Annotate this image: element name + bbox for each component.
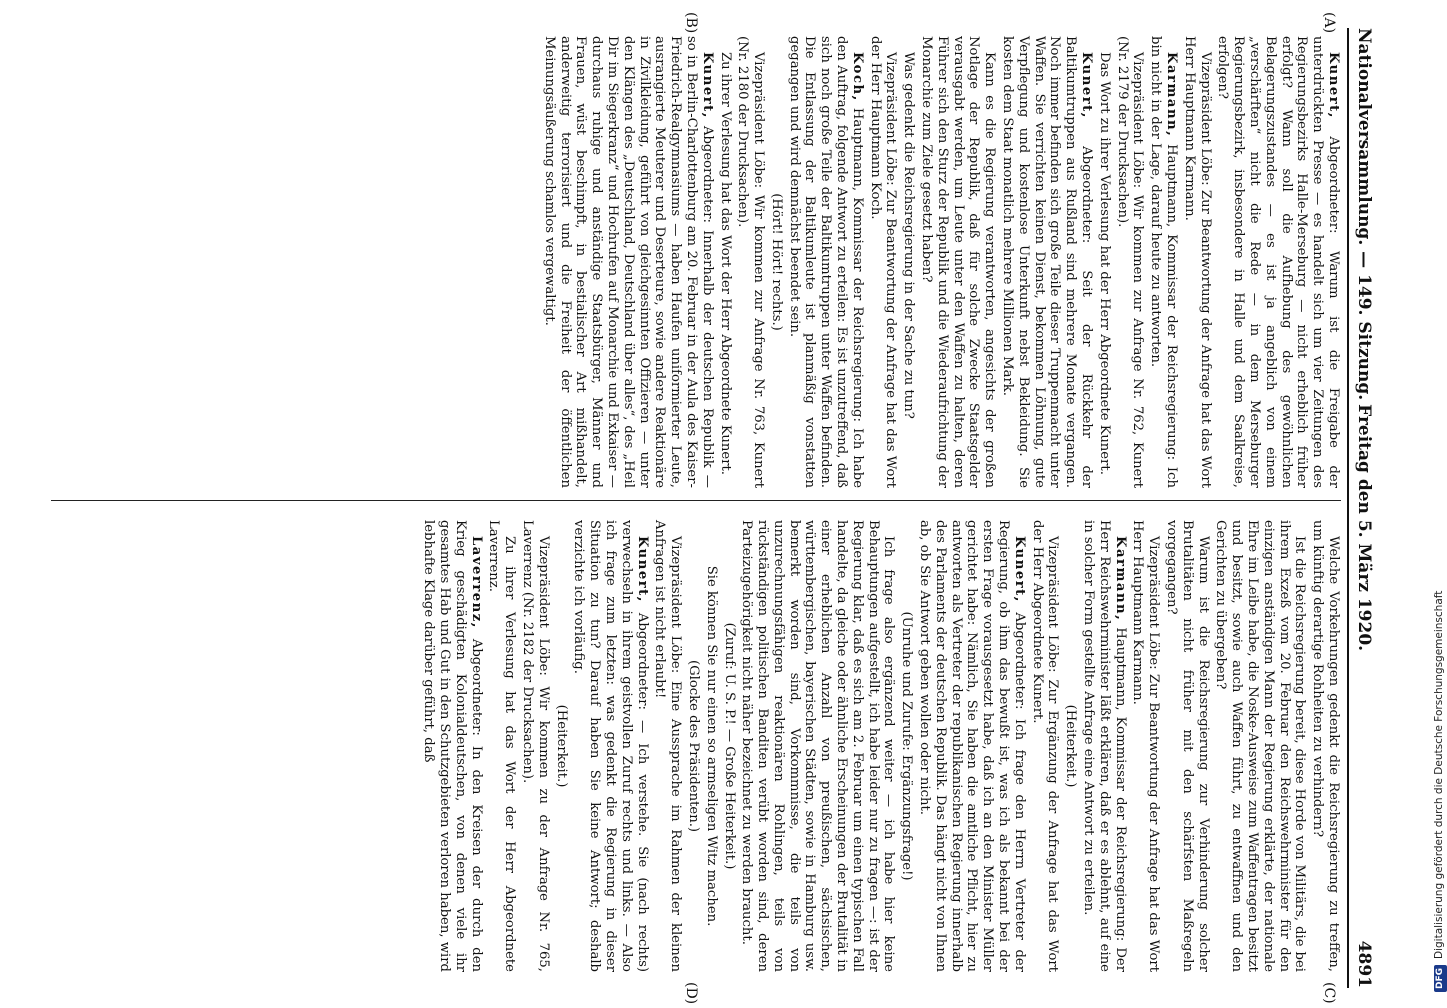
paragraph [1029,520,1061,972]
paragraph [735,36,767,488]
header-title: Nationalversammlung. — 149. Sitzung. [1354,28,1374,401]
paragraph [703,520,719,972]
paragraph-text: Vizepräsident Löbe: Zur Beantwortung der Anfrage hat das Wort der Herr Hauptmann Koch. [867,36,899,488]
paragraph [420,520,483,972]
paragraph-text: Vizepräsident Löbe: Zur Beantwortung der Anfrage hat das Wort Herr Hauptmann Karmann. [1130,520,1162,972]
paragraph-text: (Heiterkeit.) [553,704,569,788]
paragraph-text: Welche Vorkehrungen gedenkt die Reichsregierung zu treffen, um künftig derartige Rohheiten zu verhindern? [1310,520,1341,972]
dfg-logo: DFG [1434,965,1447,992]
paragraph-text: Ist die Reichsregierung bereit, diese Horde von Militärs, die bei ihrem Exzeß vom 20. Februar den Reichswehrminister für den einzigen anständigen Mann der Regierung erklärte, der nationale Ehre im Leibe habe, die Noske-Ausweise zum Waffentragen besitzt und besitzt, sowie auch Waffen führt, zu entwaffnen und den Gerichten zu übergeben? [1213,520,1308,972]
header-date: Freitag den 5. März 1920. [1354,404,1374,652]
paragraph [1096,36,1112,488]
paragraph [867,36,899,488]
footer-strip [1418,0,1445,1000]
paragraph-text: (Heiterkeit.) [1063,704,1079,788]
speaker-name: Kunert, [634,536,650,603]
paragraph-text: Abgeordneter: — Ich verstehe. Sie (nach rechts) verwechseln in ihrem geistvollen Zuruf rechts und links. — Also ich frage zum letzten: was gedenkt die Regierung in dieser Situation zu tun? Darauf haben Sie keine Antwort; deshalb verzichte ich vorläufig. [571,520,650,972]
paragraph-text: Abgeordneter: Innerhalb der deutschen Republik — so in Berlin-Charlottenburg am 20. Februar in der Aula des Kaiser-Friedrich-Realgymnasiums — haben Haufen uniformierter Leute, ausrangierte Meuterer und Deserteure, sowie andere Reaktionäre in Zivilkleidung, geführt von gleichgesinnten Offizieren — unter den Klängen des „Deutschland, Deutschland über alles“, des „Heil Dir im Siegerkranz“ und Hochrufen auf Monarchie und Exkaiser — durchaus ruhige und anständige Staatsbürger, Männer und Frauen, wüst beschimpft, in bestialischer Art mißhandelt, anderweitig terrorisiert und die Freiheit der öffentlichen Meinungsäußerung schamlos vergewaltigt. [541,36,715,488]
paragraph [717,36,733,488]
paragraph-text: Sie können Sie nur einen so armseligen Witz machen. [703,565,719,927]
speaker-name: Karmann, [1112,536,1128,622]
paragraph-text: Abgeordneter: Seit der Rückkehr der Baltikumtruppen aus Rußland sind mehrere Monate vergangen. Noch immer befinden sich große Teile dieser Truppenmacht unter Waffen. Sie verrichten keinen Dienst, bekommen Löhnung, gute Verpflegung und kostenlose Unterkunft nebst Bekleidung. Sie kosten dem Staat monatlich mehrere Millionen Mark. [1000,36,1095,488]
paragraph [486,520,518,972]
left-column [539,36,1341,488]
speaker-name: Koch, [849,52,865,102]
paragraph [1062,520,1078,972]
paragraph [1114,36,1146,488]
paragraph-text: Zu ihrer Verlesung hat das Wort der Herr Abgeordnete Laverrenz. [486,520,518,972]
paragraph [519,520,551,972]
speaker-name: Karmann, [1164,52,1180,138]
paragraph [786,36,865,488]
paragraph-text: Warum ist die Reichsregierung zur Verhinderung solcher Brutalitäten nicht früher mit den schärfsten Maßregeln vorgegangen? [1164,520,1211,972]
paragraph-text: Abgeordneter: In den Kreisen der durch den Krieg geschädigten Kolonialdeutschen, von denen viele ihr gesamtes Hab und Gut in den Schutzgebieten verloren haben, wird lebhafte Klage darüber geführt, daß [421,520,484,972]
speaker-name: Laverrenz, [468,536,484,629]
paragraph [541,36,715,488]
paragraph [685,520,701,972]
document-page [35,8,1385,1008]
paragraph-text: Ich frage also ergänzend weiter — ich habe hier keine Behauptungen aufgestellt, ich habe leider nur zu fragen —: ist der Regierung klar, daß es sich am 2. Februar um einen typischen Fall handelte, da gleiche oder ähnliche Erscheinungen der Brutalität in einer erheblichen Anzahl von preußischen, sächsischen, württembergischen, bayerischen Städten, sowie in Hamburg usw. bemerkt worden sind, Vorkommnisse, die teils von unzurechnungsfähigen reaktionären Rohlingen, teils von rückständigen politischen Banditen verübt worden sind, deren Parteizugehörigkeit nicht näher bezeichnet zu werden braucht. [739,520,897,972]
paragraph-text: Das Wort zu ihrer Verlesung hat der Herr Abgeordnete Kunert. [1096,52,1112,475]
paragraph [768,36,784,488]
margin-marker-d: (D) [683,982,699,1005]
margin-marker-a: (A) [1321,12,1337,34]
paragraph-text: Kann es die Regierung verantworten, angesichts der großen Notlage der Republik, daß für solche Zwecke Staatsgelder verausgabt werden, um Leute unter den Waffen zu halten, deren Führer sich den Sturz der Republik und die Wiederaufrichtung der Monarchie zum Ziele gesetzt haben? [919,36,998,488]
paragraph [739,520,897,972]
speaker-name: Kunert, [1326,52,1341,119]
paragraph [918,36,997,488]
paragraph-text: Hauptmann, Kommissar der Reichsregierung: Der Herr Reichswehrminister läßt erklären, daß er es ablehnt, auf eine in solcher Form gestellte Anfrage eine Antwort zu erteilen. [1081,520,1128,972]
margin-marker-c: (C) [1321,982,1337,1004]
paragraph [652,520,684,972]
paragraph [999,36,1094,488]
paragraph-text: Abgeordneter: Ich frage den Herrn Vertreter der Regierung, ob ihm das bewußt ist, was ich als bekannt bei der ersten Frage vorausgesetzt habe, daß ich an den Minister Müller gerichtet habe: Nämlich, Sie haben die amtliche Pflicht, hier zu antworten als Vertreter der republikanischen Regierung innerhalb des Parlaments der deutschen Republik. Das hängt nicht von Ihnen ab, ob Sie Antwort geben wollen oder nicht. [917,520,1027,972]
paragraph [571,520,650,972]
funding-notice: Digitalisierung gefördert durch die Deutsche Forschungsgemeinschaft [1433,590,1445,959]
speaker-name: Kunert, [699,52,715,119]
column-divider [51,500,1341,501]
paragraph-text: (Unruhe und Zurufe: Ergänzungsfrage!) [899,611,915,881]
paragraph-text: Abgeordneter: Warum ist die Freigabe der unterdrückten Presse — es handelt sich um vier Zeitungen des Regierungsbezirks Halle-Merseburg — nicht erheblich früher erfolgt? Wann soll die Aufhebung des gewöhnlichen Belagerungszustandes — es ist ja angeblich von einem „verschärften“ nicht die Rede — in dem Merseburger Regierungsbezirk, insbesondere in Halle und dem Saalkreise, erfolgen? [1215,36,1341,488]
speaker-name: Kunert, [1079,52,1095,119]
page-header [1351,28,1377,988]
paragraph [900,36,916,488]
paragraph-text: Zu ihrer Verlesung hat das Wort der Herr Abgeordnete Kunert. [717,52,733,475]
paragraph-text: Was gedenkt die Reichsregierung in der Sache zu tun? [901,52,917,419]
paragraph-text: Vizepräsident Löbe: Zur Beantwortung der Anfrage hat das Wort Herr Hauptmann Karmann. [1181,36,1213,488]
paragraph [1181,36,1213,488]
paragraph [1147,36,1179,488]
paragraph [1080,520,1127,972]
paragraph-text: Hauptmann, Kommissar der Reichsregierung: Ich habe den Auftrag, folgende Antwort zu erteilen: Es ist unzutreffend, daß sich noch große Teile der Baltikumtruppen unter Waffen befinden. Die Entlassung der Baltikumleute ist planmäßig vonstatten gegangen und wird demnächst beendet sein. [786,36,865,488]
paragraph [898,520,914,972]
paragraph-text: (Zuruf: U. S. P.! — Große Heiterkeit.) [721,622,737,870]
paragraph-text: Hauptmann, Kommissar der Reichsregierung: Ich bin nicht in der Lage, darauf heute zu antworten. [1148,36,1180,488]
paragraph-text: Vizepräsident Löbe: Zur Ergänzung der Anfrage hat das Wort der Herr Abgeordnete Kunert. [1029,520,1061,972]
paragraph [1130,520,1162,972]
paragraph [721,520,737,972]
margin-marker-b: (B) [683,12,699,34]
paragraph [553,520,569,972]
paragraph [1163,520,1210,972]
right-column [418,520,1341,972]
paragraph [1213,520,1308,972]
page-number: 4891 [1354,940,1374,988]
paragraph-text: Vizepräsident Löbe: Wir kommen zu der Anfrage Nr. 765, Laverrenz (Nr. 2182 der Drucksachen). [519,520,551,972]
speaker-name: Kunert, [1011,536,1027,603]
paragraph [1215,36,1341,488]
paragraph-text: (Hört! Hört! rechts.) [768,193,784,331]
paragraph-text: Vizepräsident Löbe: Eine Aussprache im Rahmen der kleinen Anfragen ist nicht erlaubt! [652,520,684,972]
paragraph [1309,520,1341,972]
paragraph-text: Vizepräsident Löbe: Wir kommen zur Anfrage Nr. 762, Kunert (Nr. 2179 der Drucksachen). [1114,36,1146,488]
paragraph-text: (Glocke des Präsidenten.) [685,659,701,833]
header-rule [1347,28,1349,988]
paragraph [916,520,1027,972]
paragraph-text: Vizepräsident Löbe: Wir kommen zur Anfrage Nr. 763, Kunert (Nr. 2180 der Drucksachen). [735,36,767,488]
